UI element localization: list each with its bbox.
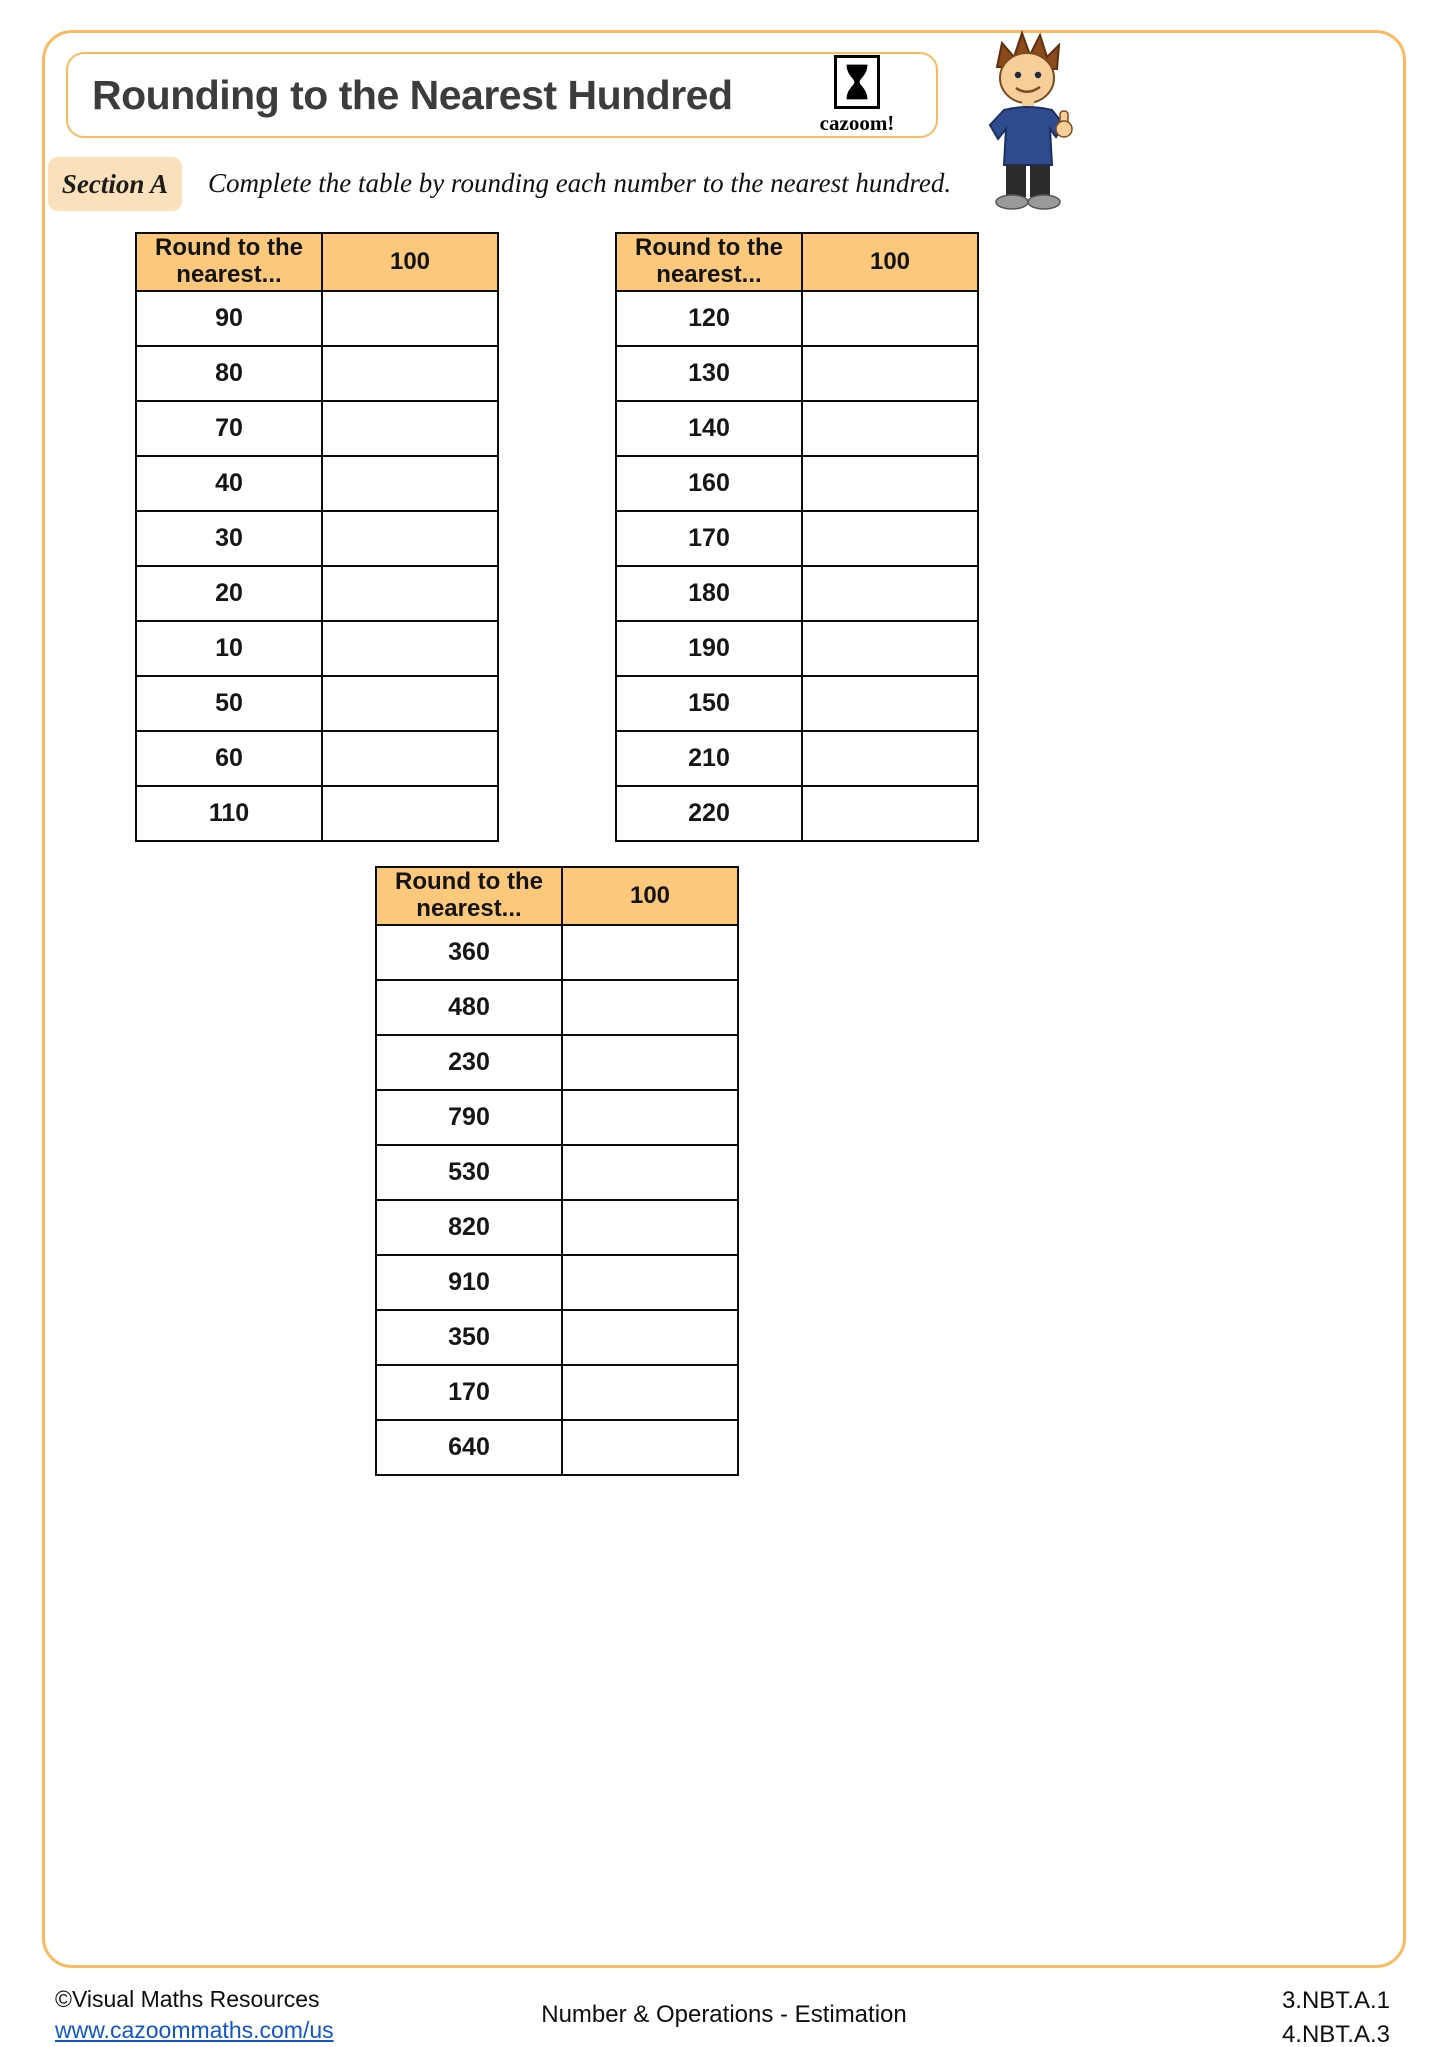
answer-cell xyxy=(322,731,498,786)
standard-code-2: 4.NBT.A.3 xyxy=(1281,2020,1390,2047)
number-cell: 350 xyxy=(376,1310,562,1365)
answer-cell xyxy=(802,731,978,786)
number-cell: 180 xyxy=(616,566,802,621)
table-row xyxy=(616,511,978,566)
answer-cell xyxy=(802,401,978,456)
table-row xyxy=(136,346,498,401)
header-100: 100 xyxy=(562,867,738,925)
number-cell: 190 xyxy=(616,621,802,676)
header-100: 100 xyxy=(322,233,498,291)
title-box xyxy=(66,52,938,138)
number-cell: 220 xyxy=(616,786,802,841)
instruction-text: Complete the table by rounding each number to the nearest hundred. xyxy=(208,168,952,198)
section-label: Section A xyxy=(48,157,182,211)
number-cell: 170 xyxy=(376,1365,562,1420)
table-row xyxy=(376,980,738,1035)
header-round-to-nearest: Round to the nearest... xyxy=(136,233,322,291)
footer-topic: Number & Operations - Estimation xyxy=(541,2001,907,2028)
answer-cell xyxy=(562,1420,738,1475)
number-cell: 70 xyxy=(136,401,322,456)
page-title: Rounding to the Nearest Hundred xyxy=(92,71,733,118)
hourglass-icon xyxy=(834,55,880,109)
rounding-table-3 xyxy=(375,866,739,1476)
answer-cell xyxy=(322,401,498,456)
copyright-text: ©Visual Maths Resources xyxy=(55,1986,320,2012)
header-round-to-nearest: Round to the nearest... xyxy=(616,233,802,291)
table-row xyxy=(136,401,498,456)
number-cell: 60 xyxy=(136,731,322,786)
answer-cell xyxy=(562,980,738,1035)
answer-cell xyxy=(802,786,978,841)
rounding-table-1 xyxy=(135,232,499,842)
number-cell: 230 xyxy=(376,1035,562,1090)
answer-cell xyxy=(802,566,978,621)
table-row xyxy=(616,456,978,511)
answer-cell xyxy=(802,676,978,731)
number-cell: 90 xyxy=(136,291,322,346)
table-row xyxy=(616,676,978,731)
table-row xyxy=(376,1145,738,1200)
number-cell: 150 xyxy=(616,676,802,731)
table-header-row xyxy=(136,233,498,291)
header-100: 100 xyxy=(802,233,978,291)
rounding-table-2 xyxy=(615,232,979,842)
table-row xyxy=(616,346,978,401)
table-row xyxy=(136,291,498,346)
number-cell: 790 xyxy=(376,1090,562,1145)
footer-standards xyxy=(1282,1984,1390,2047)
number-cell: 10 xyxy=(136,621,322,676)
table-row xyxy=(616,731,978,786)
table-row xyxy=(616,291,978,346)
answer-cell xyxy=(322,676,498,731)
table-row xyxy=(376,1255,738,1310)
answer-cell xyxy=(802,346,978,401)
number-cell: 140 xyxy=(616,401,802,456)
table-row xyxy=(136,731,498,786)
table-row xyxy=(376,1035,738,1090)
table-header-row xyxy=(376,867,738,925)
number-cell: 160 xyxy=(616,456,802,511)
table-row xyxy=(376,1310,738,1365)
answer-cell xyxy=(562,1035,738,1090)
number-cell: 910 xyxy=(376,1255,562,1310)
answer-cell xyxy=(802,291,978,346)
answer-cell xyxy=(562,1090,738,1145)
table-row xyxy=(136,676,498,731)
number-cell: 480 xyxy=(376,980,562,1035)
answer-cell xyxy=(562,1365,738,1420)
table-row xyxy=(376,1365,738,1420)
answer-cell xyxy=(562,1145,738,1200)
header-round-to-nearest: Round to the nearest... xyxy=(376,867,562,925)
answer-cell xyxy=(322,291,498,346)
table-header-row xyxy=(616,233,978,291)
answer-cell xyxy=(562,1255,738,1310)
answer-cell xyxy=(322,566,498,621)
answer-cell xyxy=(562,1310,738,1365)
number-cell: 20 xyxy=(136,566,322,621)
answer-cell xyxy=(322,511,498,566)
cazoom-logo xyxy=(802,55,912,136)
answer-cell xyxy=(562,925,738,980)
number-cell: 50 xyxy=(136,676,322,731)
logo-text: cazoom! xyxy=(819,110,895,135)
table-row xyxy=(616,621,978,676)
table-row xyxy=(616,786,978,841)
mascot-boy-illustration xyxy=(952,24,1102,216)
table-row xyxy=(136,621,498,676)
table-row xyxy=(136,456,498,511)
number-cell: 80 xyxy=(136,346,322,401)
number-cell: 530 xyxy=(376,1145,562,1200)
answer-cell xyxy=(322,456,498,511)
number-cell: 640 xyxy=(376,1420,562,1475)
table-row xyxy=(616,401,978,456)
table-row xyxy=(376,1200,738,1255)
answer-cell xyxy=(802,621,978,676)
table-row xyxy=(376,1090,738,1145)
number-cell: 130 xyxy=(616,346,802,401)
table-row xyxy=(136,566,498,621)
answer-cell xyxy=(322,621,498,676)
table-row xyxy=(136,786,498,841)
number-cell: 120 xyxy=(616,291,802,346)
table-row xyxy=(136,511,498,566)
answer-cell xyxy=(322,786,498,841)
number-cell: 30 xyxy=(136,511,322,566)
table-row xyxy=(376,925,738,980)
table-row xyxy=(376,1420,738,1475)
number-cell: 110 xyxy=(136,786,322,841)
answer-cell xyxy=(802,456,978,511)
number-cell: 170 xyxy=(616,511,802,566)
number-cell: 210 xyxy=(616,731,802,786)
number-cell: 40 xyxy=(136,456,322,511)
answer-cell xyxy=(562,1200,738,1255)
table-row xyxy=(616,566,978,621)
answer-cell xyxy=(322,346,498,401)
standard-code-1: 3.NBT.A.1 xyxy=(1281,1987,1390,2014)
number-cell: 820 xyxy=(376,1200,562,1255)
website-link[interactable]: www.cazoommaths.com/us xyxy=(55,2017,334,2044)
answer-cell xyxy=(802,511,978,566)
number-cell: 360 xyxy=(376,925,562,980)
